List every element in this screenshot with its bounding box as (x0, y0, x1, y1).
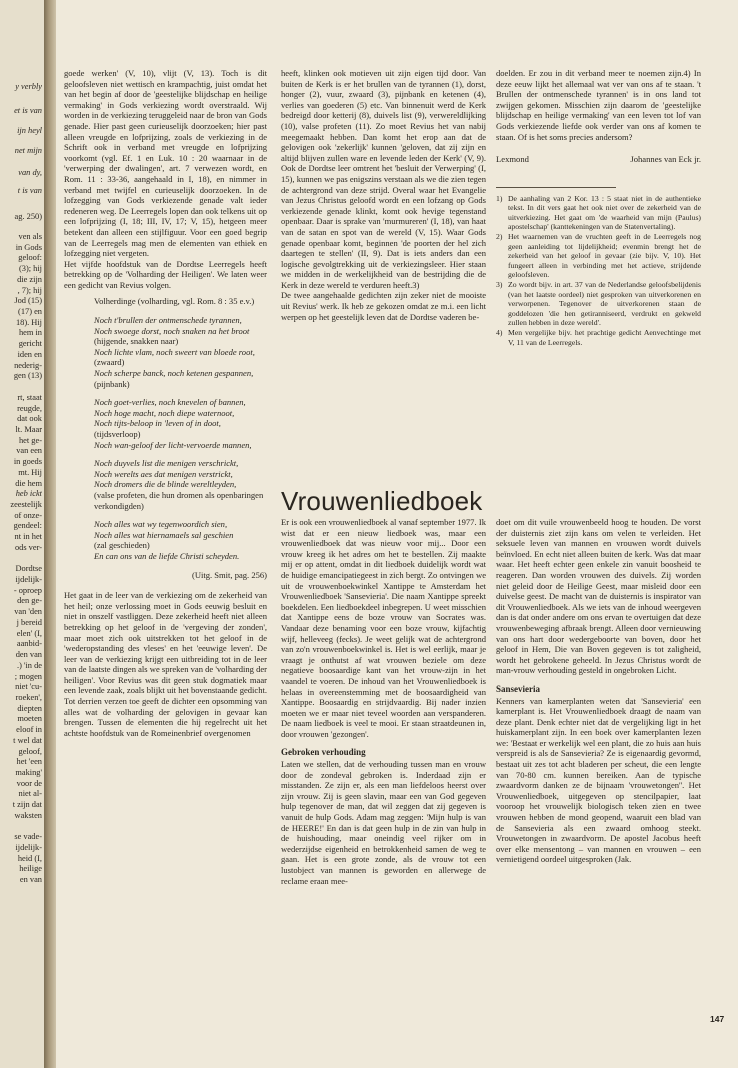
facing-page-fragment: den ge- (17, 596, 42, 606)
facing-page-edge (0, 0, 46, 1068)
facing-page-fragment: mt. Hij (18, 467, 42, 477)
column-3 (496, 68, 701, 348)
poem-stanza (94, 397, 267, 450)
paragraph: De twee aangehaalde gedichten zijn zeker niet de mooiste uit Revius' werk. Ik heb ze gekozen omdat ze m.i. een licht werpen op het geestelijk leven dat de Dordtse vaderen be- (281, 290, 486, 322)
poem-stanza (94, 519, 267, 561)
facing-page-fragment: diepten (17, 703, 42, 713)
facing-page-fragment: roeken', (15, 692, 42, 702)
facing-page-fragment: elen' (I, (16, 628, 42, 638)
poem (94, 296, 267, 580)
poem-line: Noch t'brullen der ontmenschede tyrannen, (94, 315, 242, 326)
facing-page-fragment: die zijn (17, 274, 42, 284)
facing-page-fragment: , 7); hij (17, 285, 42, 295)
page-number: 147 (710, 1014, 725, 1024)
footnote (496, 194, 701, 232)
article-column-b (496, 517, 701, 865)
facing-page-fragment: - oproep (13, 585, 42, 595)
facing-page-fragment: ijdelijk- (15, 575, 42, 585)
facing-page-fragment: j bereid (16, 617, 42, 627)
facing-page-fragment: van 'den (14, 607, 42, 617)
facing-page-fragment: gen (13) (13, 371, 42, 381)
poem-line: Noch tijts-beloop in 'leven of in doot, (94, 418, 221, 429)
facing-page-fragment: t zijn dat (12, 800, 42, 810)
facing-page-fragment: zeestelijk (10, 500, 42, 509)
facing-page-fragment: van dy, (18, 168, 42, 177)
paragraph: doelden. Er zou in dit verband meer te noemen zijn.4) In deze eeuw lijkt het allemaal wat ver van ons af te staan. 't Brullen der ontmenschede tyrannen' is in ons land tot zwijgen gekomen. Misschien zijn daarom de 'geestelijke blijdschap en heilige vermaking' van een leven tot lof van Gods verkiezende liefde ook verder van ons af komen te staan. Of is het soms precies andersom? (496, 68, 701, 142)
paragraph: Laten we stellen, dat de verhouding tussen man en vrouw door de zondeval gebroken is. Inderdaad zijn er misstanden. Ze zijn er, als een man liefdeloos heerst over zijn vrouw. Zij is geen slavin, maar een van God gegeven hulp tegenover de man, dat wil zeggen dat zij gegeven is vanuit de hulp Gods. Adam mag zeggen: 'Mijn hulp is van de HEERE!' En dan is dat geen hulp in de zin van hulp in de huishouding, maar oneindig veel rijker om in wederzijdse eigenheid en betrokkenheid samen de weg te gaan. Het is een grote zonde, als de vrouw tot een lustobject van mannen is geworden en allerwege de reclame eraan mee- (281, 759, 486, 886)
facing-page-fragment: het 'een (16, 757, 42, 767)
paragraph: goede werken' (V, 10), vlijt (V, 13). Toch is dit geloofsleven niet wettisch en krampachtig, juist omdat het van het begin af door de 'geestelijke blijdschap en heilige vermaking' in Gods verkiezing wordt overstraald. Wij worden in de verkiezing teruggeleid naar de bron van Gods genade. Hier past geen curieuselijk doorzoeken; hier past alleen vreugde en lofprijzing, zoals de verkiezing in de Schrift ook in verband met vreugde en lofprijzing voorkomt (vgl. Ef. 1 en Luk. 10 : 20 waarnaar in de 'verwerping der dwalingen', art. 7 verwezen wordt, en Rom. 11 : 33-36, aangehaald in I, 18), en nimmer in verband met twijfel en curieuselijk doorzoeken. In de lofzegging van Gods verkiezende genade valt ieder redeneren weg. De Leerregels lopen dan ook telkens uit op een lofprijzing (I, 18; III, IV, 17; V, 15), hetgeen meer betekent dan alleen een stijlfiguur. Voor een goed begrip van de Leerregels mag men de elementen van ethiek en lofzegging niet vergeten. (64, 68, 267, 259)
poem-attribution: (Uitg. Smit, pag. 256) (191, 569, 267, 580)
paragraph: heeft, klinken ook motieven uit zijn eigen tijd door. Van buiten de Kerk is er het brullen van de tyrannen (1), dorst, honger (2), vuur, zwaard (3), pijnbank en ketenen (4), verlies van goederen (5) etc. Van binnenuit werd de Kerk bedreigd door ketterij (8), duivels list (9), verwereldlijking (10), valse profeten (11). Zo moet Revius het van nabij meegemaakt hebben. Dan komt het erop aan dat de gelovigen ook 'zekerlijk' kunnen 'geloven, dat zij zijn en altijd blijven zullen ware en levende leden der Kerk' (V, 9). Ook de Dordtse leer omtrent het 'besluit der Verwerping' (I, 15), kunnen we pas enigszins verstaan als we die zien tegen de achtergrond van deze strijd. Overal waar het Evangelie van Jezus Christus geloofd wordt en een lofzang op Gods verkiezende genade klinkt, komt ook hevige tegenstand openbaar. Daar is sprake van 'murmureren' (I, 18), van haat van de satan en spot van de wereld (V, 15). Waar Gods genade openbaar komt, beginnen 'de poorten der hel zich daartegen te stellen' (II, 9). Dat is iets anders dan een logische gevolgtrekking uit de verkiezingsleer. Hier staan we midden in de werkelijkheid van de bestrijding die de Kerk in deze wereld te verduren heeft.3) (281, 68, 486, 290)
footnote (496, 232, 701, 279)
facing-page-fragment: dat ook (17, 414, 42, 424)
poem-line: (tijdsverloop) (94, 429, 141, 439)
paragraph: doet om dit vuile vrouwenbeeld hoog te houden. De vorst der duisternis ziet zijn kans om velen te verleiden. Het seksuele leven van mannen en vrouwen wordt duivels beïnvloed. En echt niet alleen buiten de kerk. Was dat maar waar. Het heeft echter geen enkele zin vanuit boosheid te reageren. Dan worden vrouwen des duivels. Zij worden niet geleid door de Heilige Geest, maar misleid door een duivelse geest. De macht van de duisternis is inspirator van dit Vrouwenliedboek. Als we iets van de inhoud weergeven dan is dat onder andere om ons ervan te overtuigen dat deze vrouwenbeweging afbraak brengt. Alleen door vernieuwing van ons hart door wedergeboorte van boven, door het geloof in Hem, Die van Boven gegeven is tot zaligheid, wordt het gebrokene geheeld. In Jezus Christus wordt de man-vrouw verhouding gesteld in ongebroken Licht. (496, 517, 701, 676)
facing-page-fragment: den van (15, 650, 42, 660)
facing-page-fragment: t is van (17, 186, 42, 195)
facing-page-fragment: ijdelijk- (15, 843, 42, 853)
facing-page-fragment: van een (16, 446, 42, 456)
facing-page-fragment: gendeel: (13, 521, 42, 531)
poem-line: (pijnbank) (94, 378, 130, 389)
facing-page-fragment: y verbly (15, 82, 42, 91)
facing-page-fragment: ods ver- (14, 542, 42, 552)
facing-page-fragment: gericht (18, 339, 42, 349)
poem-line: Noch swoege dorst, noch snaken na het broot (94, 325, 250, 336)
poem-line: Noch alles wat hiernamaels sal geschien (94, 529, 234, 540)
poem-line: (zwaard) (94, 357, 125, 368)
poem-line: (zal geschieden) (94, 540, 150, 551)
poem-stanzas (94, 315, 267, 561)
facing-page-fragment: heb ickt (15, 489, 42, 499)
facing-page-fragment: of onze- (14, 510, 42, 520)
facing-page-fragment: (17) en (18, 307, 42, 317)
facing-page-fragment: en van (19, 875, 42, 885)
facing-page-fragment: ; mogen (14, 671, 42, 681)
facing-page-fragment: geloof: (18, 253, 42, 263)
facing-page-fragment: hem in (18, 328, 42, 338)
facing-page-fragment: t wel dat (13, 735, 42, 745)
facing-page-fragment: .) 'in de (17, 660, 42, 670)
facing-page-fragment: se vade- (14, 832, 42, 842)
facing-page-fragment: (3); hij (18, 264, 42, 274)
poem-stanza (94, 315, 267, 389)
poem-line: Noch lichte vlam, noch sweert van bloede root, (94, 346, 255, 357)
facing-page-fragment: reugde, (17, 403, 42, 413)
facing-page-fragment: Dordtse (15, 564, 42, 574)
poem-line: Noch goet-verlies, noch knevelen of bannen, (94, 397, 246, 408)
facing-page-fragment: heilige (19, 864, 42, 874)
poem-line: En can ons van de liefde Christi scheyden. (94, 550, 240, 561)
facing-page-fragment: het ge- (18, 435, 42, 445)
poem-line: Noch scherpe banck, noch ketenen gespannen, (94, 368, 254, 379)
facing-page-fragment: making' (15, 768, 42, 777)
poem-stanza (94, 458, 267, 511)
facing-page-fragment: iden en (17, 349, 42, 359)
footnote (496, 328, 701, 347)
footnote-number: 3) (496, 280, 503, 290)
facing-page-fragment: die hem (15, 478, 42, 488)
facing-page-fragment: nt in het (14, 532, 42, 542)
facing-page-fragment: geloof, (18, 746, 42, 756)
footnote-text: Zo wordt bijv. in art. 37 van de Nederlandse geloofsbelijdenis (van het laatste oordeel) niet gesproken van uitverkorenen en verworpenen. Tegenover de uitverkorenen staan de goddelozen 'die hen getiranniseerd, verdrukt en gekweld zullen hebben in deze wereld'. (508, 280, 701, 328)
facing-page-fragment: lt. Maar (15, 424, 42, 434)
magazine-page (56, 0, 738, 1068)
facing-page-fragment: heid (I, (17, 853, 42, 863)
poem-line: (hijgende, snakken naar) (94, 336, 179, 347)
poem-line: Noch dromers die de blinde wereltleyden, (94, 479, 237, 490)
column-1 (64, 68, 267, 738)
facing-page-fragment: niet al- (18, 789, 42, 799)
facing-page-fragment: niet 'cu- (15, 682, 42, 692)
poem-line: Noch duyvels list die menigen verschrickt, (94, 458, 239, 469)
facing-page-fragment: moeten (17, 714, 42, 724)
footnotes (496, 194, 701, 348)
footnote (496, 280, 701, 327)
footnote-text: Het waarnemen van de vruchten geeft in de Leerregels nog geen aanleiding tot lijdelijkheid; evenmin brengt het de zekerheid van het geloof in gevaar (zie bijv. V, 10). Het fungeert alleen in verbinding met het actieve, strijdende geloofsleven. (508, 232, 701, 279)
facing-page-fragment: eloof in (16, 725, 42, 735)
facing-page-fragment: aanbid- (16, 639, 42, 649)
poem-line: (valse profeten, die hun dromen als openbaringen verkondigden) (94, 489, 264, 511)
poem-line: Noch wan-geloof der licht-vervoerde mannen, (94, 439, 252, 450)
footnote-number: 1) (496, 193, 503, 203)
paragraph: Het vijfde hoofdstuk van de Dordtse Leerregels heeft betrekking op de 'Volharding der Heiligen'. We laten weer een gedicht van Revius volgen. (64, 258, 267, 290)
facing-page-fragment: nederig- (14, 360, 42, 370)
facing-page-fragment: in goeds (13, 457, 42, 467)
facing-page-fragment: Jod (15) (14, 296, 42, 306)
article-column-a (281, 517, 486, 886)
paragraph: Er is ook een vrouwenliedboek al vanaf september 1977. Ik wist dat er een nieuw liedboek was, maar een vrouwenliedboek dat was nieuw voor mij... Door een vrouw kreeg ik het adres om het te bestellen. Zij maakte mij er op attent, omdat in dit liedboek duidelijk wordt wat de huidige emancipatiegeest in zich bergt. Zo ontvingen we uit de vrouwenboekwinkel Xantippe te Amsterdam het Vrouwenliedboek 'Sansevieria'. Die naam Xantippe spreekt boekdelen. Een liedboekdeel inbegrepen. U weet misschien dat Xantippe eens de boze vrouw van Socrates was. Vandaar deze benaming voor een boze vrouw, kijfachtig wijf, helleveeg (fecks). Je weet gelijk wat de achtergrond van zo'n vrouwenboekwinkel is. Het is wel eerlijk, maar je vraagt je onthutst af wat vrouwen beziele om deze negatieve boosaardige kant van het vrouw-zijn in het vaandel te voeren. De inhoud van het Vrouwenliedboek is helaas in overeenstemming met de boosaardigheid van Xantippe. Boosaardig en strijdvaardig. Bij nader inzien moeten we er maar niet teveel woorden aan verspanderen. De naam liedboek is veel te mooi. Er staan straatdeunen in, door vrouwen 'gezongen'. (281, 517, 486, 739)
facing-page-fragment: in Gods (15, 242, 42, 252)
poem-line: Noch alles wat wy tegenwoordich sien, (94, 519, 228, 530)
footnote-number: 2) (496, 232, 503, 242)
signature-place: Lexmond (496, 154, 529, 165)
footnote-text: Men vergelijke bijv. het prachtige gedicht Aenvechtinge met V, 11 van de Leerregels. (508, 328, 701, 347)
paragraph: Kenners van kamerplanten weten dat 'Sansevieria' een kamerplant is. Het Vrouwenliedboek draagt de naam van deze plant. Denk echter niet dat de vergelijking ligt in het huiskamerplant zijn. In een boek over kamerplanten lezen we: 'Bestaat er werkelijk wel een plant, die zo huis aan huis verspreid is als de Sansevieria? Ze is eigenaardig gevormd, bestaat uit zes tot acht bladeren per scheut, die een lengte van 70-80 cm. kunnen bereiken. Aan de typische zwaardvorm danken ze de bijnaam 'vrouwetongen''. Het Vrouwenliedboek, uitgegeven op stencilpapier, laat vooroop het vrouwelijk biologisch teken zien en twee vrouwen hebben de mond geopend, waaruit een blad van de Sansevieria als een zwaard omhoog steekt. Vrouwetongen in zwaardvorm. De apostel Jacobus heeft over elke mensentong – van mannen en vrouwen – een vernietigend oordeel uitgesproken (Jak. (496, 695, 701, 865)
footnote-rule (496, 187, 616, 188)
facing-page-fragment: 18). Hij (15, 317, 42, 327)
poem-title: Volherdinge (volharding, vgl. Rom. 8 : 35 e.v.) (94, 296, 255, 307)
signature (496, 154, 701, 165)
facing-page-fragment: waksten (14, 810, 42, 820)
facing-page-fragment: voor de (16, 778, 42, 788)
facing-page-fragment: ag. 250) (14, 212, 42, 221)
column-2 (281, 68, 486, 322)
facing-page-fragment: rt, staat (17, 392, 42, 402)
paragraph: Het gaat in de leer van de verkiezing om de zekerheid van het heil; onze verlossing moet in Gods eeuwig besluit en niet in onszelf vastliggen. Deze zekerheid heeft niet alleen betrekking op het geloof in de 'vergeving der zonden', maar moet zich ook uitstrekken tot het geloof in de 'wederopstanding des vleses' en het 'eeuwige leven'. De leer van de verkiezing krijgt een uitbreiding tot in de leer van de laatste dingen als we spreken van de 'volharding der heiligen'. Voor Revius was dit geen stuk dogmatiek maar een levende zaak, zoals blijkt uit het bovenstaande gedicht. Tot derrien verzen toe geeft de dichter een opsomming van alles wat de volharding der gelovigen in gevaar kan brengen. Tussen de elementen die hij regelrecht uit het achtste hoofdstuk van de Romeinenbrief overgenomen (64, 590, 267, 738)
section-heading: Sansevieria (496, 683, 540, 694)
section-heading: Gebroken verhouding (281, 747, 366, 758)
footnote-number: 4) (496, 328, 503, 338)
signature-name: Johannes van Eck jr. (630, 154, 701, 165)
facing-page-fragment: ijn heyl (17, 126, 42, 135)
facing-page-fragment: net mijn (14, 146, 42, 155)
poem-line: Noch hoge macht, noch diepe waternoot, (94, 407, 235, 418)
facing-page-fragment: et is van (14, 106, 42, 115)
facing-page-fragment: ven als (18, 232, 42, 241)
article-title: Vrouwenliedboek (281, 486, 483, 516)
footnote-text: De aanhaling van 2 Kor. 13 : 5 staat niet in de authentieke tekst. In dit vers gaat het ook niet over de zekerheid van de uitverkiezing. Het gaat om 'de waarheid van mijn (Paulus) apostelschap' (kanttekeningen van de Statenvertaling). (508, 193, 701, 231)
poem-line: Noch werelts aes dat menigen verstrickt, (94, 468, 233, 479)
